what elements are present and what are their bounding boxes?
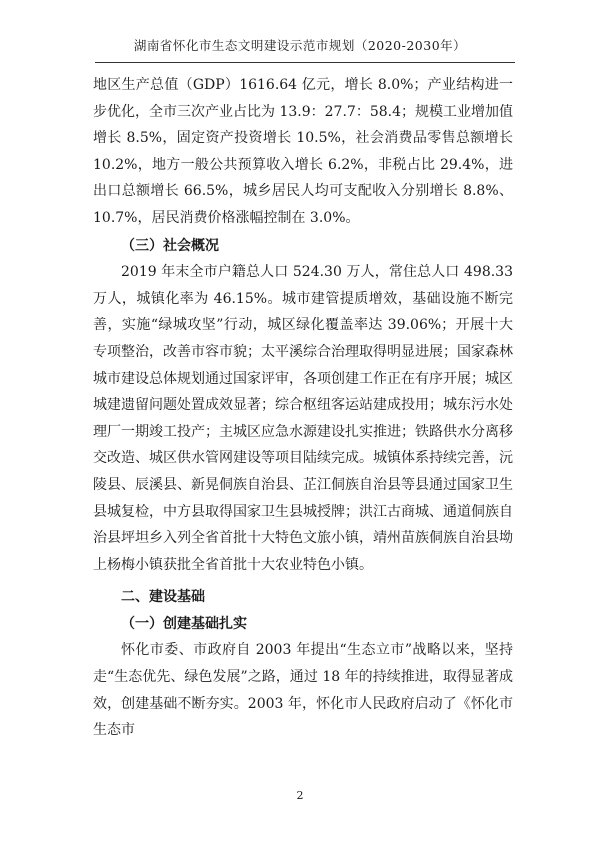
paragraph-economy: 地区生产总值（GDP）1616.64 亿元，增长 8.0%；产业结构进一步优化，全市三次产业占比为 13.9：27.7：58.4；规模工业增加值增长 8.5%，固定资产投资增长 10.5%，社会消费品零售总额增长 10.2%，地方一般公共预算收入增长 6.2%，非税占比 29.4%，进出口总额增长 66.5%，城乡居民人均可支配收入分别增长 8.8%、10.7%，居民消费价格涨幅控制在 3.0%。 bbox=[93, 77, 513, 226]
document-body bbox=[93, 72, 513, 744]
page-number: 2 bbox=[296, 789, 304, 802]
paragraph-social: 2019 年末全市户籍总人口 524.30 万人，常住总人口 498.33 万人，城镇化率为 46.15%。城市建管提质增效，基础设施不断完善，实施“绿城攻坚”行动，城区绿化覆盖率达 39.06%；开展十大专项整治，改善市容市貌；太平溪综合治理取得明显进展；国家森林城市建设总体规划通过国家评审，各项创建工作正在有序开展；城区城建遗留问题处置成效显著；综合枢纽客运站建成投用；城东污水处理厂一期竣工投产；主城区应急水源建设扎实推进；铁路供水分离移交改造、城区供水管网建设等项目陆续完成。城镇体系持续完善，沅陵县、辰溪县、新晃侗族自治县、芷江侗族自治县等县通过国家卫生县城复检，中方县取得国家卫生县城授牌；洪江古商城、通道侗族自治县坪坦乡入列全省首批十大特色文旅小镇，靖州苗族侗族自治县坳上杨梅小镇获批全省首批十大农业特色小镇。 bbox=[93, 264, 513, 573]
page-header-title: 湖南省怀化市生态文明建设示范市规划（2020-2030年） bbox=[133, 38, 467, 53]
chapter-heading-foundation: 二、建设基础 bbox=[121, 589, 205, 606]
section-heading-creation: （一）创建基础扎实 bbox=[121, 615, 247, 632]
paragraph-creation: 怀化市委、市政府自 2003 年提出“生态立市”战略以来，坚持走“生态优先、绿色发展”之路，通过 18 年的持续推进，取得显著成效，创建基础不断夯实。2003 年，怀化市人民政府启动了《怀化市生态市 bbox=[93, 642, 513, 739]
header-divider bbox=[95, 62, 515, 63]
section-heading-social: （三）社会概况 bbox=[121, 237, 219, 254]
